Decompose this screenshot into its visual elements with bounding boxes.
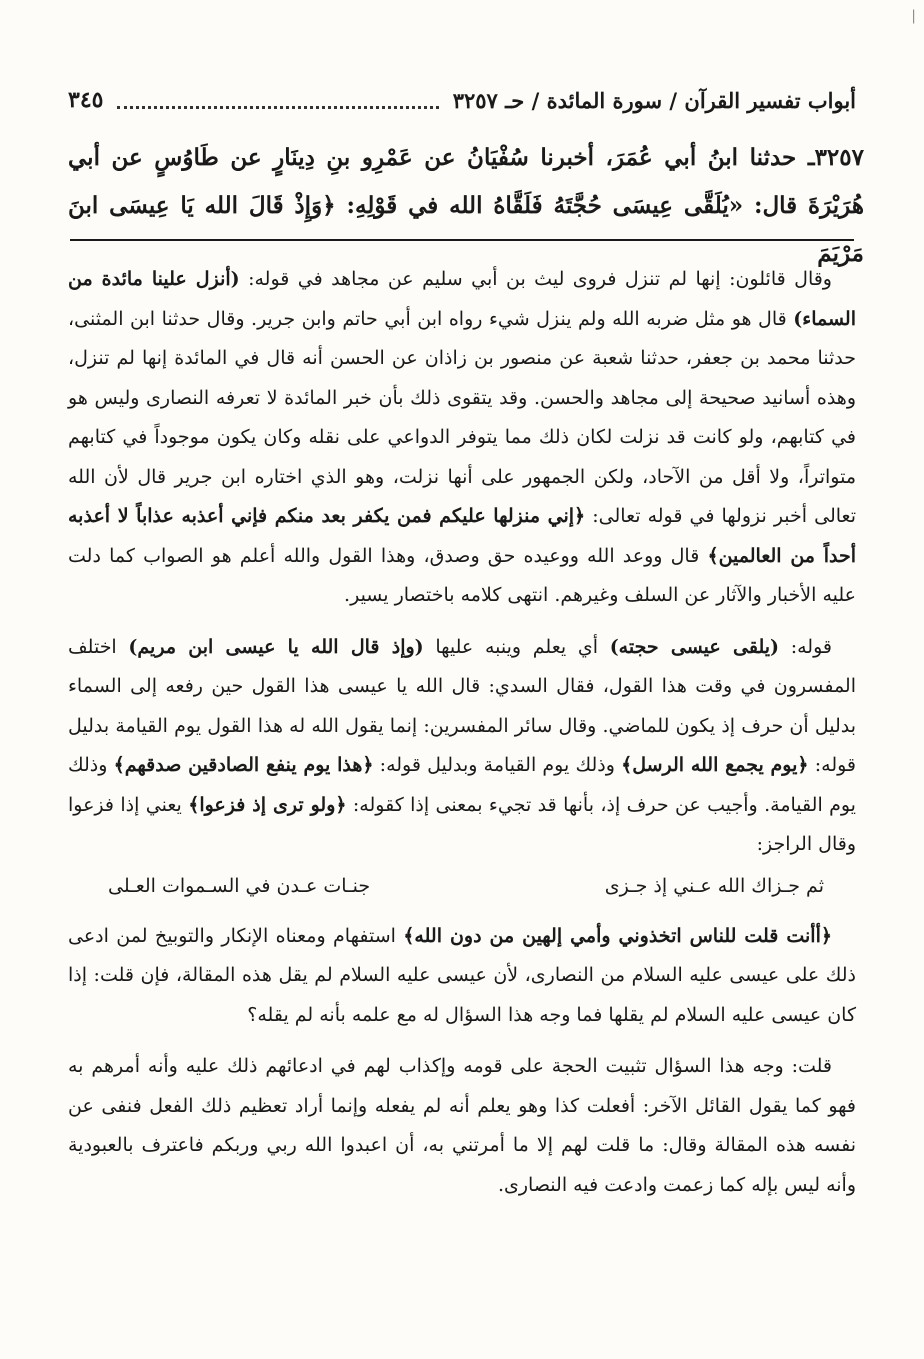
poetry-verse [68, 867, 856, 905]
commentary-paragraph-3 [68, 917, 856, 1036]
commentary-paragraph-1 [68, 260, 856, 616]
verse-second-hemistich: جنـات عـدن في السـموات العـلى [108, 874, 371, 897]
separator-line [70, 239, 854, 241]
verse-first-hemistich: ثم جـزاك الله عـني إذ جـزى [604, 874, 824, 897]
hadith-body: ـ حدثنا ابنُ أبي عُمَرَ، أخبرنا سُفْيَانُ عن عَمْرِو بنِ دِينَارٍ عن طَاوُسٍ عن أبي هُرَيْرَةَ قال: «يُلَقَّى عِيسَى حُجَّتَهُ فَلَقَّاهُ الله في قَوْلِهِ: ﴿وَإِذْ قَالَ الله يَا عِيسَى ابنَ مَرْيَمَ [68, 144, 864, 267]
hadith-number: ٣٢٥٧ [814, 144, 864, 171]
commentary-section [68, 260, 856, 1217]
hadith-text [68, 134, 864, 278]
p2-quote-5: ﴿ولو ترى إذ فزعوا﴾ [188, 793, 347, 816]
page-number: ٣٤٥ [68, 87, 104, 113]
p1-text-1: وقال قائلون: إنها لم تنزل فروى ليث بن أبي سليم عن مجاهد في قوله: [239, 268, 832, 290]
p2-text-6: يعني إذا فزعوا وقال الراجز: [68, 793, 856, 855]
p2-text-1: قوله: [779, 635, 832, 658]
commentary-paragraph-2 [68, 628, 856, 865]
header-title: أبواب تفسير القرآن / سورة المائدة / حـ ٣٢٥٧ [452, 87, 856, 113]
p2-quote-3: ﴿يوم يجمع الله الرسل﴾ [621, 754, 809, 776]
p2-text-2: أي يعلم وينبه عليها [423, 635, 610, 658]
p1-text-2: قال هو مثل ضربه الله ولم ينزل شيء رواه ابن أبي حاتم وابن جرير. وقال حدثنا ابن المثنى، حدثنا محمد بن جعفر، حدثنا شعبة عن منصور بن زاذان عن الحسن أنه قال في المائدة إنها لم تنزل، وهذه أسانيد صحيحة إلى مجاهد والحسن. وقد يتقوى ذلك بأن خبر المائدة لا تعرفه النصارى وليس هو في كتابهم، ولو كانت قد نزلت لكان ذلك مما يتوفر الدواعي على نقله وكان يكون موجوداً في كتابهم متواتراً، ولا أقل من الآحاد، ولكن الجمهور على أنها نزلت، وهو الذي اختاره ابن جرير قال لأن الله تعالى أخبر نزولها في قوله تعالى: [68, 307, 856, 527]
p1-text-3: قال ووعد الله ووعيده حق وصدق، وهذا القول والله أعلم هو الصواب كما دلت عليه الأخبار والآثار عن السلف وغيرهم. انتهى كلامه باختصار يسير. [68, 544, 856, 606]
p3-quote-1: ﴿أأنت قلت للناس اتخذوني وأمي إلهين من دون الله﴾ [403, 924, 832, 947]
p2-text-4: وذلك يوم القيامة وبدليل قوله: [373, 754, 622, 776]
p3-text-1: استفهام ومعناه الإنكار والتوبيخ لمن ادعى ذلك على عيسى عليه السلام من النصارى، لأن عيسى عليه السلام لم يقل هذه المقالة، فإن قلت: إذا كان عيسى عليه السلام لم يقلها فما وجه هذا السؤال له مع علمه بأنه لم يقله؟ [68, 924, 856, 1026]
p2-quote-1: (يلقى عيسى حجته) [609, 635, 780, 658]
p2-text-5: وذلك يوم القيامة. وأجيب عن حرف إذ، بأنها قد تجيء بمعنى إذا كقوله: [68, 754, 856, 816]
p4-text-1: قلت: وجه هذا السؤال تثبيت الحجة على قومه وإكذاب لهم في ادعائهم ذلك عليه وأنه أمرهم به فهو كما يقول القائل الآخر: أفعلت كذا وهو يعلم أنه لم يفعله وإنما أراد تعظيم ذلك الفعل فنفى عن نفسه هذه المقالة وقال: ما قلت لهم إلا ما أمرتني به، أن اعبدوا الله ربي وربكم فاعترف بالعبودية وأنه ليس بإله كما زعمت وادعت فيه النصارى. [68, 1055, 856, 1196]
p1-quote-1: (أنزل علينا مائدة من السماء) [68, 268, 856, 330]
p2-quote-4: ﴿هذا يوم ينفع الصادقين صدقهم﴾ [113, 754, 374, 776]
commentary-paragraph-4 [68, 1047, 856, 1205]
running-header [68, 80, 856, 120]
header-leader-dots [117, 92, 438, 109]
p2-quote-2: (وإذ قال الله يا عيسى ابن مريم) [128, 635, 424, 658]
p1-quote-2: ﴿إني منزلها عليكم فمن يكفر بعد منكم فإني أعذبه عذاباً لا أعذبه أحداً من العالمين﴾ [68, 505, 856, 567]
p2-text-3: اختلف المفسرون في وقت هذا القول، فقال السدي: قال الله يا عيسى هذا القول حين رفعه إلى السماء بدليل أن حرف إذ يكون للماضي. وقال سائر المفسرين: إنما يقول الله له هذا القول يوم القيامة بدليل قوله: [68, 635, 857, 776]
scan-edge-mark: | [911, 8, 916, 24]
